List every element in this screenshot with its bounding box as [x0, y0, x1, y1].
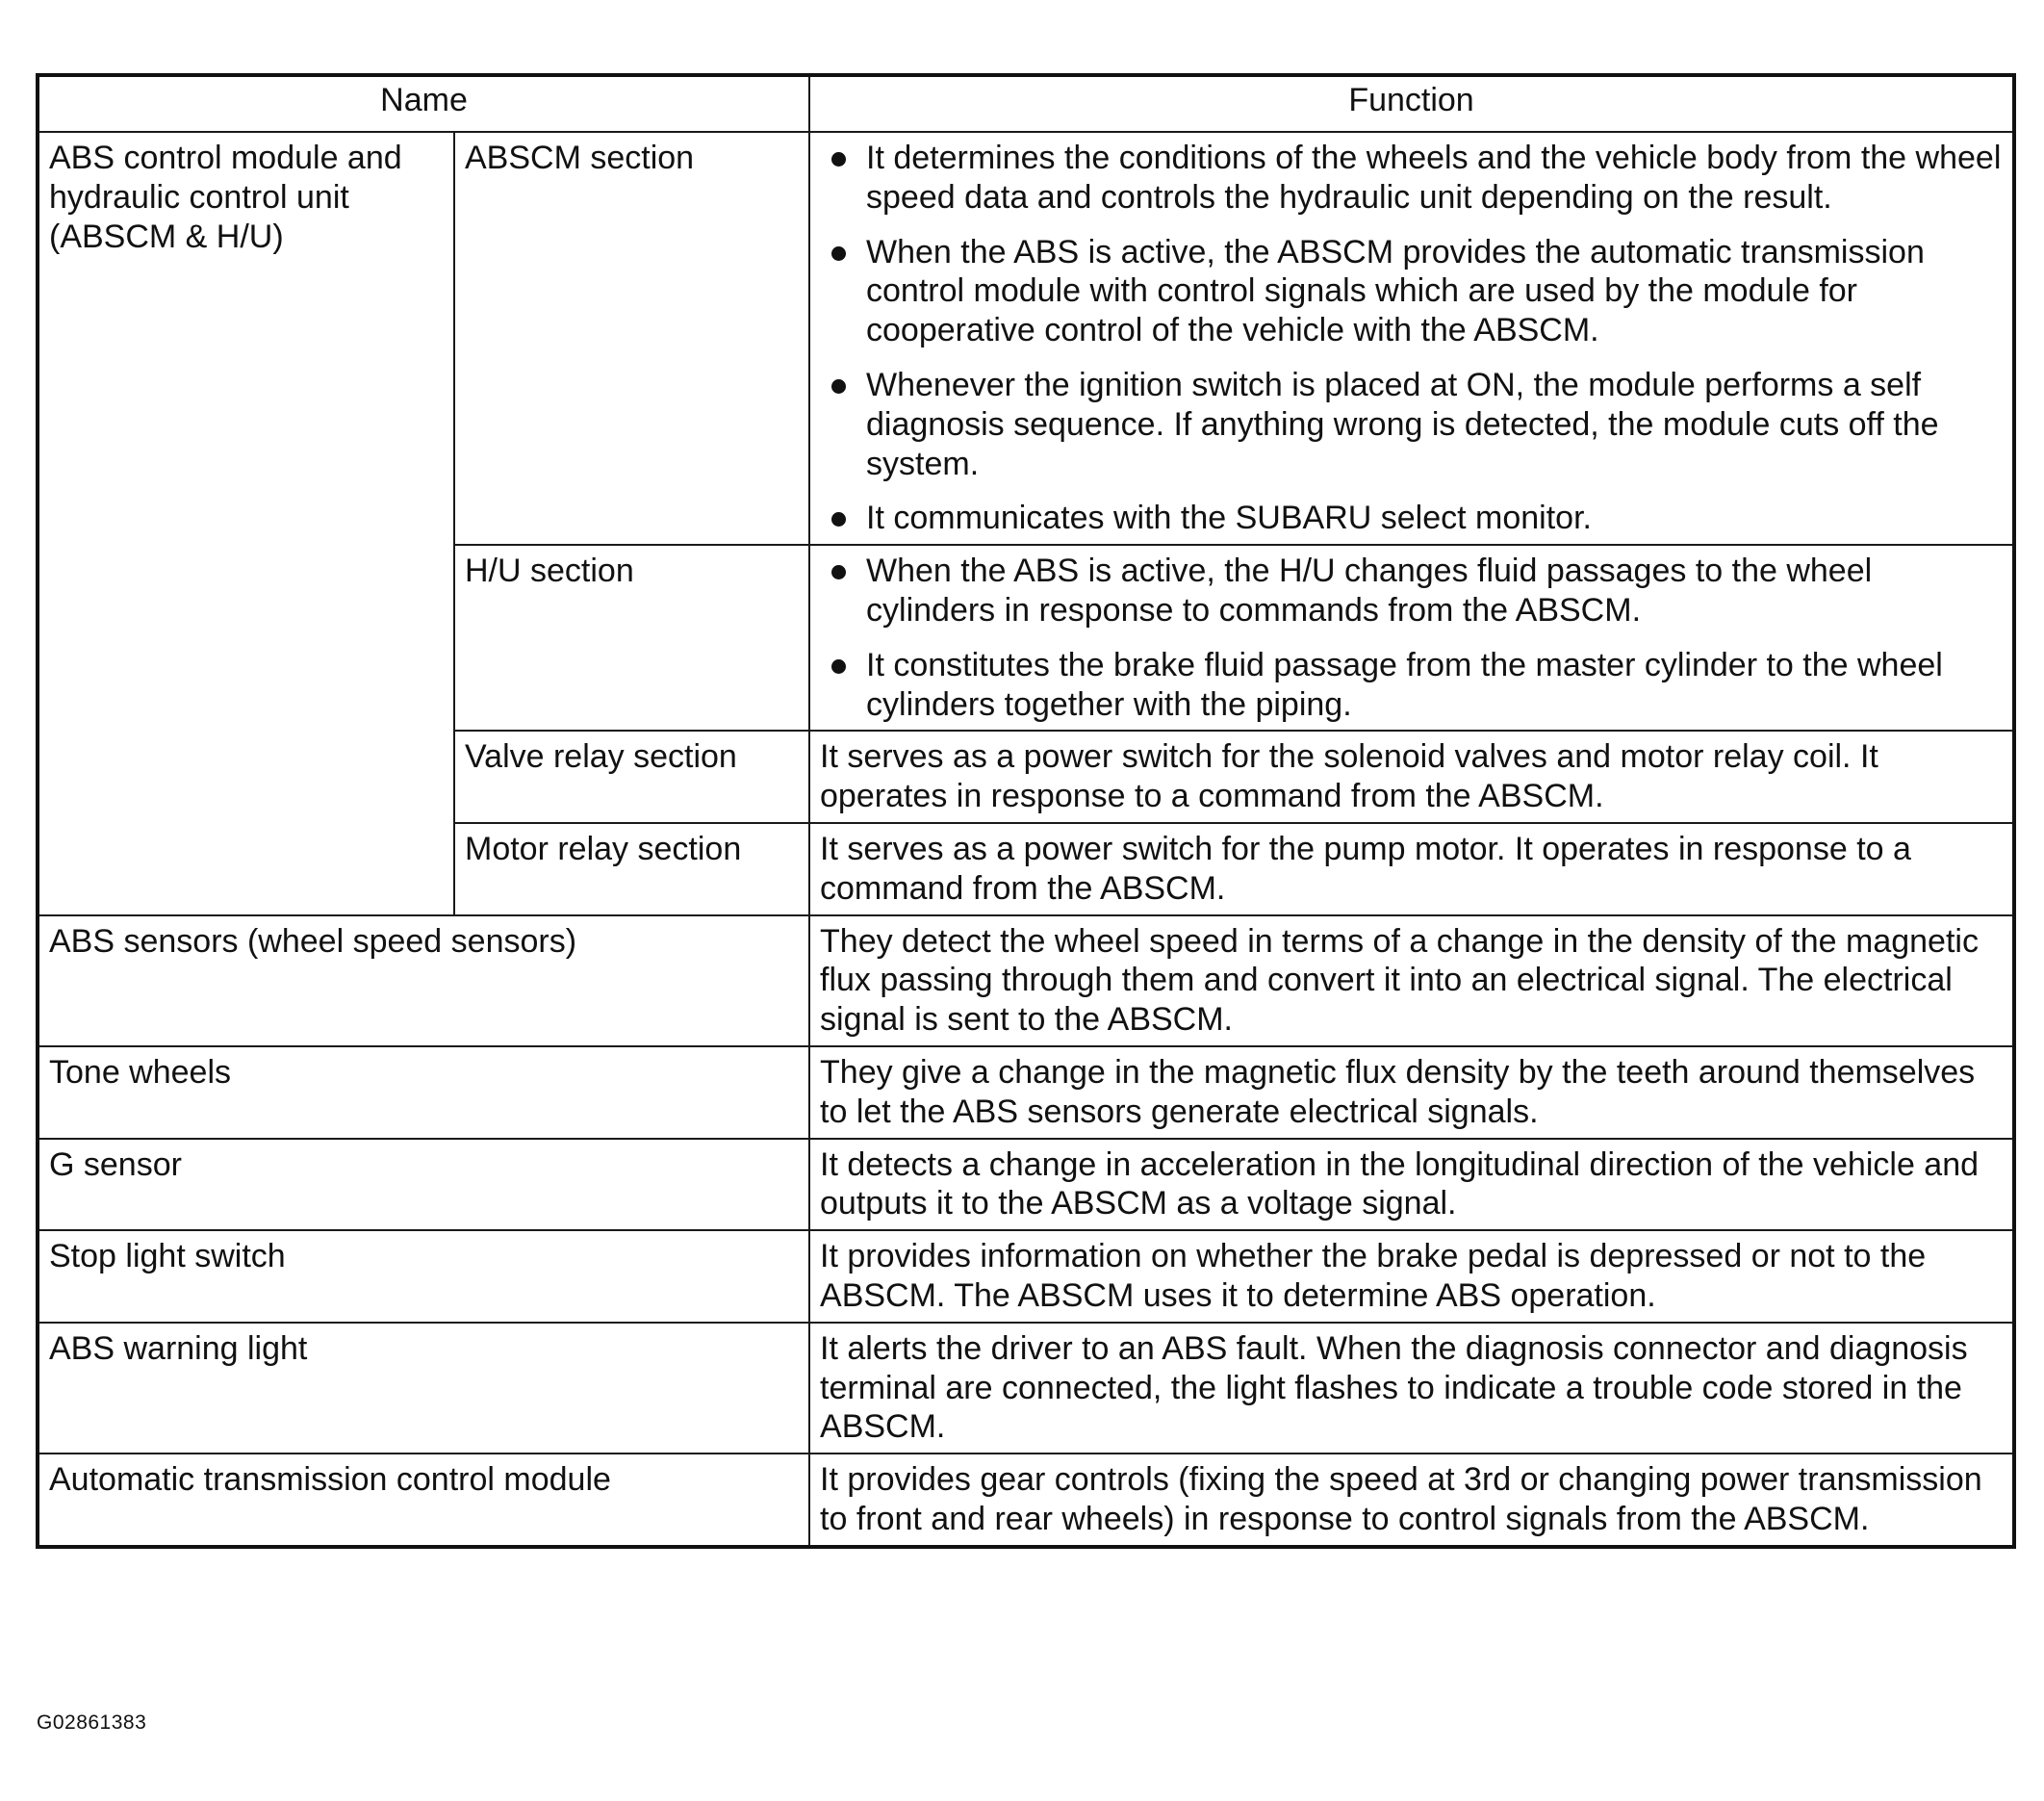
- component-function-table: [36, 73, 2016, 1549]
- table-header-row: [38, 75, 2014, 132]
- section-name-cell: H/U section: [454, 545, 809, 731]
- component-name-cell: Tone wheels: [38, 1046, 809, 1139]
- section-name-cell: Valve relay section: [454, 731, 809, 823]
- bullet-item: [820, 139, 2003, 218]
- bullet-item: [820, 646, 2003, 725]
- bullet-icon: [831, 659, 846, 674]
- bullet-item: [820, 233, 2003, 350]
- function-cell: [809, 132, 2014, 545]
- header-function: Function: [809, 75, 2014, 132]
- component-name-cell: Automatic transmission control module: [38, 1454, 809, 1547]
- bullet-list: [820, 552, 2003, 724]
- function-cell: It detects a change in acceleration in the longitudinal direction of the vehicle and outputs it to the ABSCM as a voltage signal.: [809, 1139, 2014, 1231]
- function-cell: They give a change in the magnetic flux density by the teeth around themselves to let the ABS sensors generate electrical signals.: [809, 1046, 2014, 1139]
- function-cell: They detect the wheel speed in terms of a change in the density of the magnetic flux passing through them and convert it into an electrical signal. The electrical signal is sent to the ABSCM.: [809, 915, 2014, 1046]
- bullet-icon: [831, 246, 846, 261]
- table-row: [38, 915, 2014, 1046]
- header-name: Name: [38, 75, 809, 132]
- table-row: [38, 132, 2014, 545]
- bullet-text: When the ABS is active, the H/U changes fluid passages to the wheel cylinders in response to commands from the ABSCM.: [866, 553, 1873, 629]
- table-row: [38, 1323, 2014, 1454]
- component-name-cell: ABS warning light: [38, 1323, 809, 1454]
- table-row: [38, 1046, 2014, 1139]
- bullet-item: [820, 366, 2003, 483]
- component-name-cell: Stop light switch: [38, 1230, 809, 1323]
- bullet-text: Whenever the ignition switch is placed at ON, the module performs a self diagnosis sequence. If anything wrong is detected, the module cuts off the system.: [866, 366, 1939, 482]
- table-row: [38, 1230, 2014, 1323]
- bullet-text: It determines the conditions of the wheels and the vehicle body from the wheel speed data and controls the hydraulic unit depending on the result.: [866, 140, 2002, 216]
- bullet-text: It communicates with the SUBARU select monitor.: [866, 500, 1592, 537]
- function-cell: [809, 545, 2014, 731]
- function-cell: It provides information on whether the brake pedal is depressed or not to the ABSCM. The ABSCM uses it to determine ABS operation.: [809, 1230, 2014, 1323]
- bullet-icon: [831, 565, 846, 579]
- table-row: [38, 1139, 2014, 1231]
- bullet-icon: [831, 379, 846, 394]
- bullet-icon: [831, 512, 846, 527]
- bullet-item: [820, 499, 2003, 538]
- function-cell: It serves as a power switch for the pump motor. It operates in response to a command from the ABSCM.: [809, 823, 2014, 915]
- bullet-text: It constitutes the brake fluid passage from the master cylinder to the wheel cylinders together with the piping.: [866, 646, 1943, 723]
- bullet-list: [820, 139, 2003, 538]
- function-cell: It alerts the driver to an ABS fault. When the diagnosis connector and diagnosis terminal are connected, the light flashes to indicate a trouble code stored in the ABSCM.: [809, 1323, 2014, 1454]
- module-name-cell: ABS control module and hydraulic control unit (ABSCM & H/U): [38, 132, 454, 915]
- function-cell: It serves as a power switch for the solenoid valves and motor relay coil. It operates in response to a command from the ABSCM.: [809, 731, 2014, 823]
- bullet-item: [820, 552, 2003, 630]
- component-name-cell: G sensor: [38, 1139, 809, 1231]
- function-cell: It provides gear controls (fixing the speed at 3rd or changing power transmission to front and rear wheels) in response to control signals from the ABSCM.: [809, 1454, 2014, 1547]
- section-name-cell: ABSCM section: [454, 132, 809, 545]
- table-row: [38, 1454, 2014, 1547]
- section-name-cell: Motor relay section: [454, 823, 809, 915]
- figure-code: G02861383: [37, 1711, 147, 1734]
- bullet-text: When the ABS is active, the ABSCM provides the automatic transmission control module with control signals which are used by the module for cooperative control of the vehicle with the ABSCM.: [866, 233, 1925, 349]
- component-name-cell: ABS sensors (wheel speed sensors): [38, 915, 809, 1046]
- bullet-icon: [831, 152, 846, 167]
